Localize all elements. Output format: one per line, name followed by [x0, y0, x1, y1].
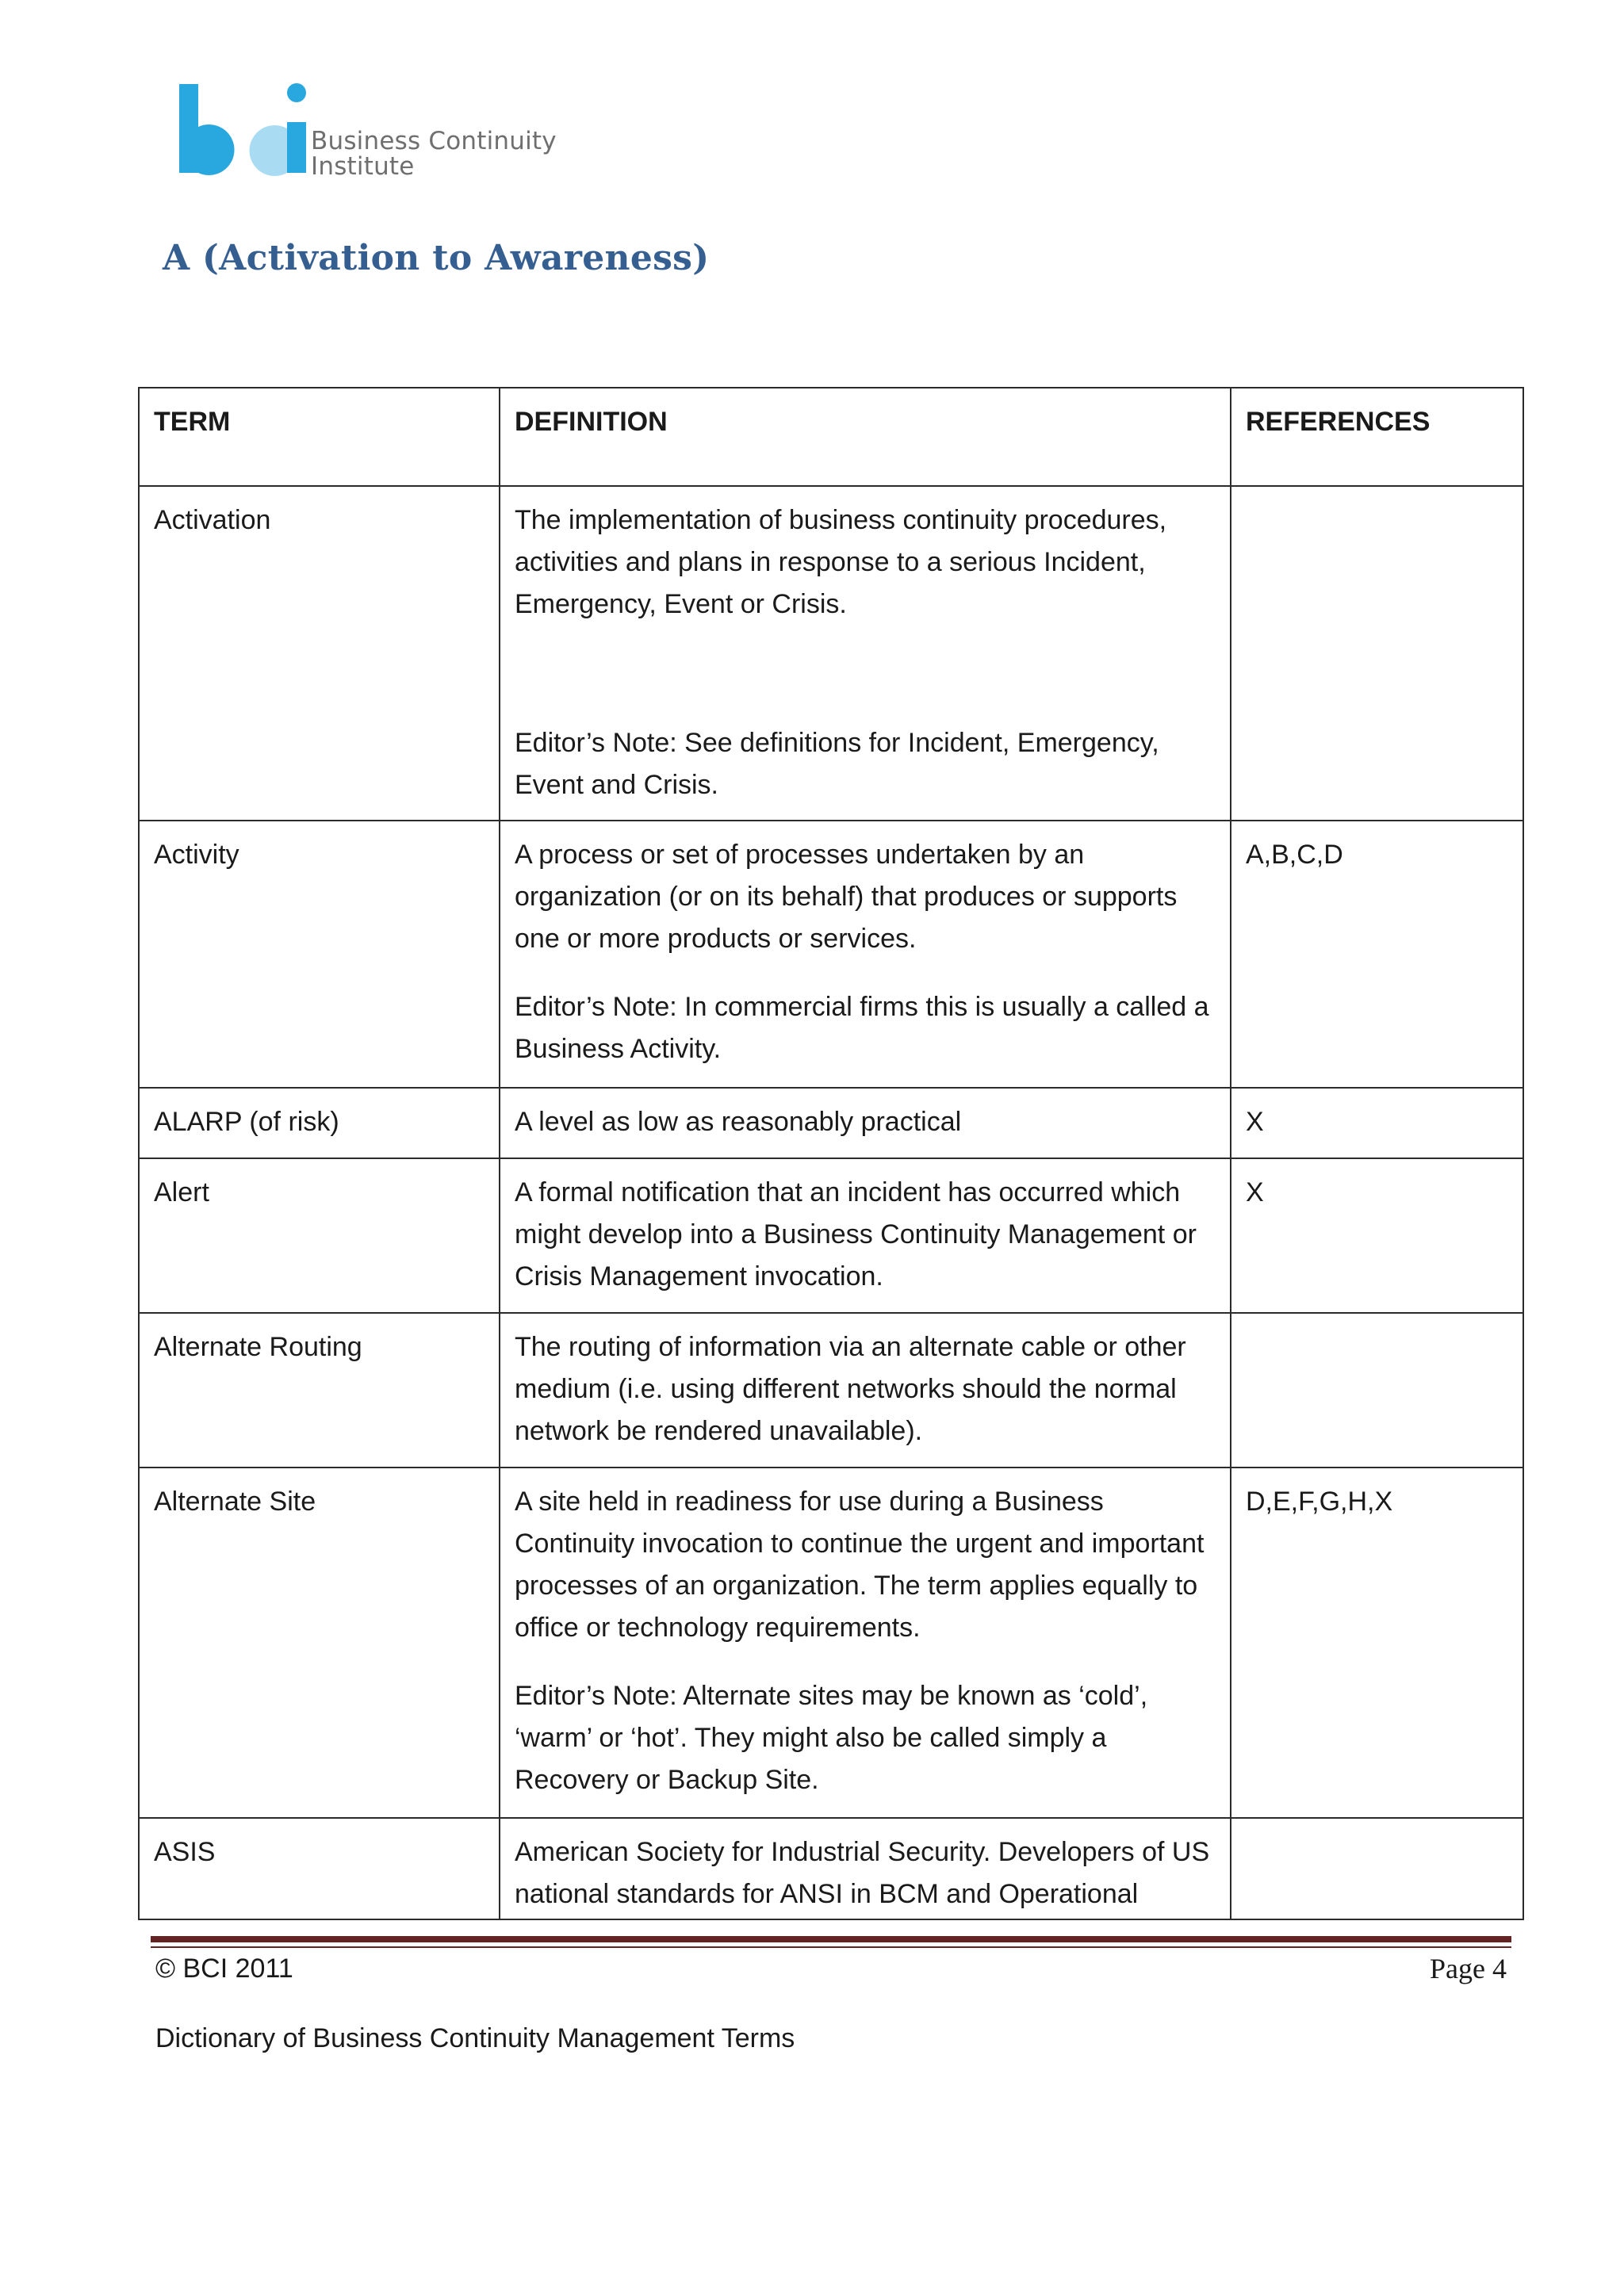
- section-title: A (Activation to Awareness): [163, 238, 710, 278]
- bci-logo: [178, 79, 558, 190]
- term-cell: ALARP (of risk): [139, 1088, 500, 1158]
- definition-cell: [500, 821, 1231, 1088]
- editor-note: Editor’s Note: Alternate sites may be known as ‘cold’, ‘warm’ or ‘hot’. They might also be called simply a Recovery or Backup Site.: [515, 1681, 1148, 1795]
- references-cell: D,E,F,G,H,X: [1231, 1468, 1523, 1818]
- definition-cell: [500, 1313, 1231, 1468]
- footer-rule: [151, 1936, 1511, 1942]
- references-cell: A,B,C,D: [1231, 821, 1523, 1088]
- references-cell: [1231, 1818, 1523, 1919]
- definition-cell: [500, 1818, 1231, 1919]
- term-cell: Alternate Site: [139, 1468, 500, 1818]
- editor-note: Editor’s Note: In commercial firms this is usually a called a Business Activity.: [515, 992, 1209, 1064]
- definition-cell: [500, 486, 1231, 821]
- editor-note: Editor’s Note: See definitions for Incident, Emergency, Event and Crisis.: [515, 728, 1159, 800]
- table-row: [139, 821, 1523, 1088]
- definition-text: A level as low as reasonably practical: [515, 1107, 962, 1137]
- logo-line-1: Business Continuity: [311, 127, 557, 155]
- term-cell: Activity: [139, 821, 500, 1088]
- header-definition: DEFINITION: [500, 388, 1231, 486]
- definition-cell: [500, 1088, 1231, 1158]
- references-cell: [1231, 1313, 1523, 1468]
- glossary-table: [138, 387, 1524, 1920]
- definition-cell: [500, 1468, 1231, 1818]
- term-cell: ASIS: [139, 1818, 500, 1919]
- term-cell: Alert: [139, 1158, 500, 1313]
- table-row: [139, 1088, 1523, 1158]
- table-row: [139, 1313, 1523, 1468]
- table-header-row: [139, 388, 1523, 486]
- definition-text: The implementation of business continuity procedures, activities and plans in response to a serious Incident, Emergency, Event or Crisis.: [515, 505, 1167, 619]
- table-row: [139, 1468, 1523, 1818]
- definition-text: A site held in readiness for use during a Business Continuity invocation to continue the urgent and important processes of an organization. The term applies equally to office or technology requirements.: [515, 1487, 1205, 1643]
- references-cell: X: [1231, 1088, 1523, 1158]
- logo-text: [311, 128, 557, 179]
- footer-copyright: © BCI 2011: [155, 1954, 293, 1984]
- header-references: REFERENCES: [1231, 388, 1523, 486]
- term-cell: Alternate Routing: [139, 1313, 500, 1468]
- table-row: [139, 486, 1523, 821]
- definition-text: A process or set of processes undertaken by an organization (or on its behalf) that produces or supports one or more products or services.: [515, 840, 1178, 954]
- bci-logo-mark: [178, 79, 312, 182]
- definition-cell: [500, 1158, 1231, 1313]
- definition-text: American Society for Industrial Security. Developers of US national standards for ANSI in BCM and Operational: [515, 1837, 1210, 1909]
- footer-rule-thin: [151, 1946, 1511, 1948]
- references-cell: [1231, 486, 1523, 821]
- logo-line-2: Institute: [311, 152, 415, 181]
- footer-document-title: Dictionary of Business Continuity Management Terms: [155, 2023, 795, 2053]
- definition-text: A formal notification that an incident has occurred which might develop into a Business Continuity Management or Crisis Management invocation.: [515, 1177, 1197, 1292]
- definition-text: The routing of information via an alternate cable or other medium (i.e. using different networks should the normal network be rendered unavailable).: [515, 1332, 1186, 1446]
- page-number: Page 4: [1430, 1953, 1507, 1984]
- header-term: TERM: [139, 388, 500, 486]
- references-cell: X: [1231, 1158, 1523, 1313]
- term-cell: Activation: [139, 486, 500, 821]
- table-row: [139, 1818, 1523, 1919]
- table-row: [139, 1158, 1523, 1313]
